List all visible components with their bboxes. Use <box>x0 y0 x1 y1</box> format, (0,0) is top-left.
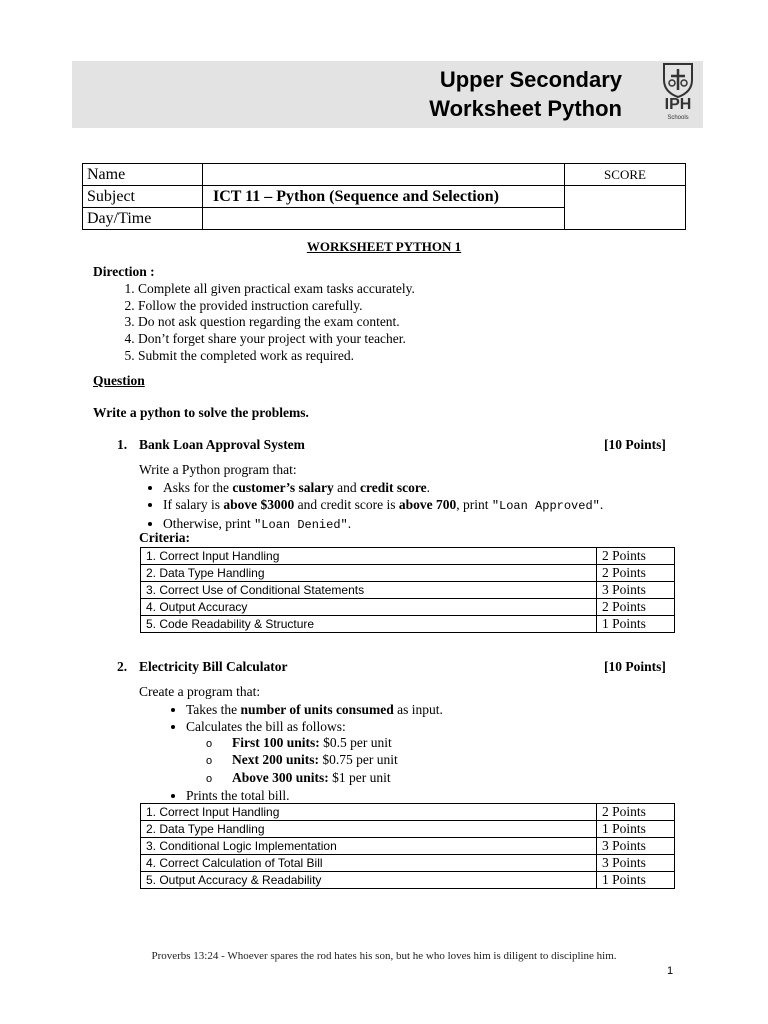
student-info-table <box>82 163 686 230</box>
direction-item: 4. Don’t forget share your project with your teacher. <box>138 331 415 348</box>
table-row: 3. Correct Use of Conditional Statements 3 Points <box>141 582 675 599</box>
logo-subtext: Schools <box>667 115 689 121</box>
q1-criteria-label: Criteria: <box>139 530 190 545</box>
subject-value: ICT 11 – Python (Sequence and Selection) <box>203 186 565 208</box>
name-field[interactable] <box>203 164 565 186</box>
q2-title: Electricity Bill Calculator <box>139 659 288 674</box>
q2-bullets-b <box>162 787 290 804</box>
score-label: SCORE <box>565 164 686 186</box>
worksheet-title: WORKSHEET PYTHON 1 <box>306 239 462 254</box>
q1-bullets <box>139 479 603 534</box>
table-row: 3. Conditional Logic Implementation 3 Points <box>141 838 675 855</box>
q1-bullet-3: • Otherwise, print "Loan Denied". <box>163 515 603 534</box>
header-title-line2: Worksheet Python <box>429 96 622 121</box>
score-field[interactable] <box>565 186 686 230</box>
school-logo <box>660 60 700 128</box>
daytime-field[interactable] <box>203 208 565 230</box>
table-row: 4. Output Accuracy 2 Points <box>141 599 675 616</box>
rate-item: o Next 200 units: $0.75 per unit <box>206 752 398 767</box>
q2-bullet-3: • Prints the total bill. <box>186 787 290 804</box>
q1-intro: Write a Python program that: <box>139 462 297 477</box>
header-title-line1: Upper Secondary <box>439 67 622 92</box>
q2-points: [10 Points] <box>604 659 666 674</box>
q2-bullet-2: • Calculates the bill as follows: <box>186 718 443 735</box>
name-label: Name <box>83 164 203 186</box>
table-row: 2. Data Type Handling 1 Points <box>141 821 675 838</box>
q2-bullets-a <box>162 701 443 735</box>
question-label: Question <box>93 373 145 388</box>
table-row: 2. Data Type Handling 2 Points <box>141 565 675 582</box>
direction-item: 3. Do not ask question regarding the exam content. <box>138 314 415 331</box>
footer-quote: Proverbs 13:24 - Whoever spares the rod hates his son, but he who loves him is diligent to discipline him. <box>151 950 617 962</box>
subject-label: Subject <box>83 186 203 208</box>
table-row: 5. Code Readability & Structure 1 Points <box>141 616 675 633</box>
table-row: 5. Output Accuracy & Readability 1 Points <box>141 872 675 889</box>
q1-number: 1. <box>117 437 128 452</box>
rate-item: o First 100 units: $0.5 per unit <box>206 735 392 750</box>
direction-item: 2. Follow the provided instruction carefully. <box>138 298 415 315</box>
q2-bullet-1: • Takes the number of units consumed as input. <box>186 701 443 718</box>
table-row: 4. Correct Calculation of Total Bill 3 Points <box>141 855 675 872</box>
q1-bullet-1: • Asks for the customer’s salary and credit score. <box>163 479 603 496</box>
logo-text: IPH <box>664 96 692 113</box>
shield-icon <box>660 60 696 98</box>
q1-title: Bank Loan Approval System <box>139 437 305 452</box>
page-number: 1 <box>667 965 674 977</box>
header-banner <box>72 61 703 128</box>
q1-criteria-table <box>140 547 675 633</box>
direction-item: 5. Submit the completed work as required. <box>138 348 415 365</box>
q2-intro: Create a program that: <box>139 684 261 699</box>
rate-item: o Above 300 units: $1 per unit <box>206 770 391 785</box>
q1-bullet-2: • If salary is above $3000 and credit score is above 700, print "Loan Approved". <box>163 496 603 515</box>
q2-number: 2. <box>117 659 128 674</box>
table-row: 1. Correct Input Handling 2 Points <box>141 548 675 565</box>
direction-label: Direction : <box>93 264 155 279</box>
q2-criteria-table <box>140 803 675 889</box>
instruction-text: Write a python to solve the problems. <box>93 405 309 420</box>
q1-points: [10 Points] <box>604 437 666 452</box>
table-row: 1. Correct Input Handling 2 Points <box>141 804 675 821</box>
daytime-label: Day/Time <box>83 208 203 230</box>
direction-list <box>98 281 415 365</box>
direction-item: 1. Complete all given practical exam tasks accurately. <box>138 281 415 298</box>
